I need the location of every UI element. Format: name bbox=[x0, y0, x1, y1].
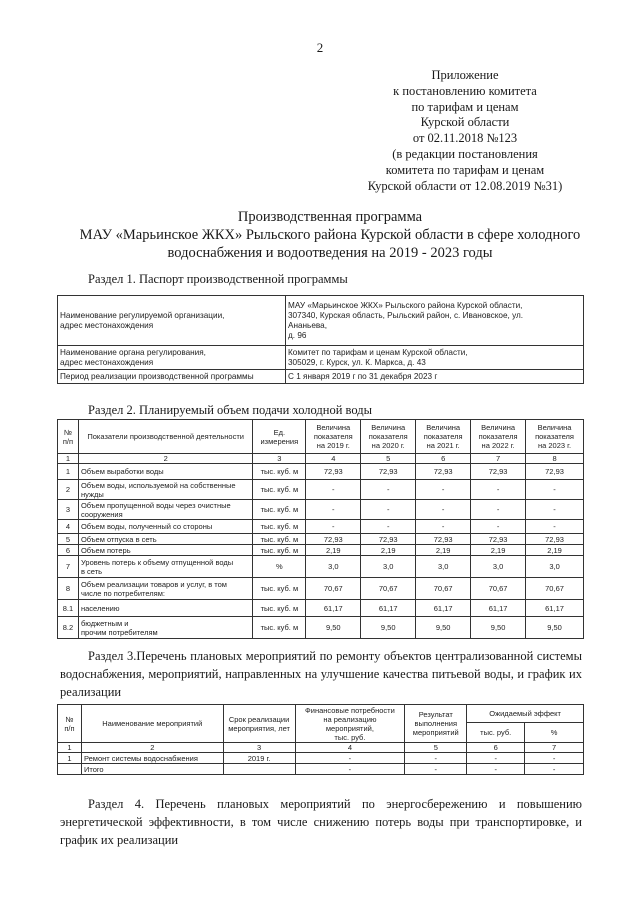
value-cell: 9,50 bbox=[416, 617, 471, 639]
header-cell: Ед. измерения bbox=[253, 420, 306, 454]
header-cell: Величина показателя на 2023 г. bbox=[526, 420, 584, 454]
value-cell: 61,17 bbox=[526, 600, 584, 617]
header-cell: Величина показателя на 2019 г. bbox=[306, 420, 361, 454]
indicator-cell: Объем воды, полученный со стороны bbox=[78, 520, 252, 534]
column-number-cell: 5 bbox=[361, 454, 416, 464]
table-row bbox=[58, 534, 584, 545]
value-cell: - bbox=[416, 480, 471, 500]
column-number-cell: 4 bbox=[306, 454, 361, 464]
header-cell: % bbox=[525, 723, 584, 743]
value-cell: тыс. куб. м bbox=[253, 600, 306, 617]
annex-line: Курской области от 12.08.2019 №31) bbox=[367, 178, 563, 193]
value-cell: 72,93 bbox=[361, 534, 416, 545]
value-cell: тыс. куб. м bbox=[253, 464, 306, 480]
annex-line: (в редакции постановления bbox=[392, 146, 538, 161]
value-cell bbox=[223, 764, 295, 775]
value-cell: 72,93 bbox=[306, 534, 361, 545]
value-cell: - bbox=[306, 500, 361, 520]
title-line: Производственная программа bbox=[237, 209, 423, 225]
annex-line: по тарифам и ценам bbox=[411, 99, 519, 114]
value-cell: тыс. куб. м bbox=[253, 500, 306, 520]
value-cell: - bbox=[467, 753, 525, 764]
value-cell: 9,50 bbox=[471, 617, 526, 639]
header-cell: № п/п bbox=[58, 420, 79, 454]
value-cell: тыс. куб. м bbox=[253, 520, 306, 534]
column-number-cell: 2 bbox=[81, 743, 223, 753]
passport-table bbox=[57, 295, 584, 384]
value-cell: - bbox=[526, 480, 584, 500]
section3-heading: Раздел 3.Перечень плановых мероприятий по ремонту объектов централизованной системы водоснабжения, мероприятий, направленных на улучшение качества питьевой воды, и график их реализации bbox=[60, 649, 582, 699]
header-cell: Величина показателя на 2020 г. bbox=[361, 420, 416, 454]
value-cell: 2 bbox=[58, 480, 79, 500]
value-cell: - bbox=[526, 520, 584, 534]
column-number-cell: 8 bbox=[526, 454, 584, 464]
value-cell: 72,93 bbox=[416, 534, 471, 545]
page-number: 2 bbox=[316, 40, 324, 55]
value-cell: - bbox=[416, 500, 471, 520]
column-number-cell: 7 bbox=[471, 454, 526, 464]
value-cell: 3,0 bbox=[361, 556, 416, 578]
value-cell: 2,19 bbox=[306, 545, 361, 556]
value-cell: тыс. куб. м bbox=[253, 578, 306, 600]
table-header-row bbox=[58, 420, 584, 454]
table-row bbox=[58, 520, 584, 534]
measure-cell: Ремонт системы водоснабжения bbox=[81, 753, 223, 764]
passport-value: С 1 января 2019 г по 31 декабря 2023 г bbox=[286, 370, 584, 384]
indicator-cell: Объем пропущенной воды через очистные сооружения bbox=[78, 500, 252, 520]
header-cell: Величина показателя на 2021 г. bbox=[416, 420, 471, 454]
header-cell: Финансовые потребности на реализацию мероприятий, тыс. руб. bbox=[295, 705, 405, 743]
repair-measures-table bbox=[57, 704, 584, 775]
header-cell: Наименование мероприятий bbox=[81, 705, 223, 743]
value-cell: 2,19 bbox=[416, 545, 471, 556]
water-supply-table bbox=[57, 419, 584, 639]
column-number-cell: 1 bbox=[58, 454, 79, 464]
value-cell: 70,67 bbox=[416, 578, 471, 600]
header-cell: тыс. руб. bbox=[467, 723, 525, 743]
column-number-cell: 2 bbox=[78, 454, 252, 464]
measure-cell: Итого bbox=[81, 764, 223, 775]
table-row bbox=[58, 617, 584, 639]
value-cell: тыс. куб. м bbox=[253, 545, 306, 556]
value-cell: 5 bbox=[58, 534, 79, 545]
value-cell: 70,67 bbox=[361, 578, 416, 600]
passport-label: Наименование органа регулирования, адрес местонахождения bbox=[58, 346, 286, 370]
table-row bbox=[58, 600, 584, 617]
value-cell: 2,19 bbox=[526, 545, 584, 556]
value-cell: 2,19 bbox=[471, 545, 526, 556]
header-cell: Величина показателя на 2022 г. bbox=[471, 420, 526, 454]
header-cell: № п/п bbox=[58, 705, 82, 743]
value-cell: - bbox=[526, 500, 584, 520]
value-cell: 9,50 bbox=[306, 617, 361, 639]
annex-line: от 02.11.2018 №123 bbox=[412, 131, 518, 146]
value-cell: 9,50 bbox=[361, 617, 416, 639]
header-cell: Ожидаемый эффект bbox=[467, 705, 584, 723]
table-row bbox=[58, 545, 584, 556]
value-cell: 72,93 bbox=[471, 464, 526, 480]
indicator-cell: Объем реализации товаров и услуг, в том числе по потребителям: bbox=[78, 578, 252, 600]
column-number-row bbox=[58, 454, 584, 464]
table-row bbox=[58, 464, 584, 480]
value-cell: 7 bbox=[58, 556, 79, 578]
value-cell: 72,93 bbox=[361, 464, 416, 480]
indicator-cell: населению bbox=[78, 600, 252, 617]
value-cell bbox=[58, 764, 82, 775]
column-number-cell: 4 bbox=[295, 743, 405, 753]
indicator-cell: Объем отпуска в сеть bbox=[78, 534, 252, 545]
indicator-cell: Объем выработки воды bbox=[78, 464, 252, 480]
passport-row bbox=[58, 296, 584, 346]
column-number-cell: 6 bbox=[467, 743, 525, 753]
section2-heading: Раздел 2. Планируемый объем подачи холодной воды bbox=[88, 403, 373, 417]
document-title bbox=[40, 208, 620, 262]
value-cell: 61,17 bbox=[361, 600, 416, 617]
indicator-cell: Уровень потерь к объему отпущенной воды в сеть bbox=[78, 556, 252, 578]
column-number-cell: 7 bbox=[525, 743, 584, 753]
table-row bbox=[58, 764, 584, 775]
passport-value: МАУ «Марьинское ЖКХ» Рыльского района Курской области, 307340, Курская область, Рыльский район, с. Ивановское, ул. Ананьева, д. 96 bbox=[286, 296, 584, 346]
column-number-cell: 6 bbox=[416, 454, 471, 464]
value-cell: 61,17 bbox=[416, 600, 471, 617]
value-cell: - bbox=[295, 764, 405, 775]
value-cell: 6 bbox=[58, 545, 79, 556]
indicator-cell: бюджетным и прочим потребителям bbox=[78, 617, 252, 639]
value-cell: - bbox=[306, 480, 361, 500]
value-cell: 3,0 bbox=[471, 556, 526, 578]
value-cell: - bbox=[471, 480, 526, 500]
title-line: водоснабжения и водоотведения на 2019 - 2023 годы bbox=[167, 245, 493, 261]
table-row bbox=[58, 500, 584, 520]
value-cell: - bbox=[361, 500, 416, 520]
column-number-cell: 5 bbox=[405, 743, 467, 753]
value-cell: 72,93 bbox=[526, 534, 584, 545]
value-cell: 61,17 bbox=[471, 600, 526, 617]
value-cell: 70,67 bbox=[526, 578, 584, 600]
section4-heading: Раздел 4. Перечень плановых мероприятий по энергосбережению и повышению энергетической эффективности, в том числе снижению потерь воды при транспортировке, и график их реализации bbox=[60, 797, 582, 847]
value-cell: тыс. куб. м bbox=[253, 480, 306, 500]
value-cell: - bbox=[471, 520, 526, 534]
passport-label: Наименование регулируемой организации, адрес местонахождения bbox=[58, 296, 286, 346]
value-cell: - bbox=[405, 753, 467, 764]
column-number-cell: 3 bbox=[223, 743, 295, 753]
value-cell: - bbox=[405, 764, 467, 775]
value-cell: - bbox=[361, 480, 416, 500]
value-cell: 8 bbox=[58, 578, 79, 600]
value-cell: 1 bbox=[58, 464, 79, 480]
value-cell: 72,93 bbox=[471, 534, 526, 545]
table-row bbox=[58, 578, 584, 600]
section1-heading: Раздел 1. Паспорт производственной программы bbox=[88, 272, 348, 286]
value-cell: - bbox=[471, 500, 526, 520]
value-cell: 9,50 bbox=[526, 617, 584, 639]
value-cell: 1 bbox=[58, 753, 82, 764]
value-cell: 3 bbox=[58, 500, 79, 520]
value-cell: 3,0 bbox=[306, 556, 361, 578]
value-cell: 4 bbox=[58, 520, 79, 534]
value-cell: 2019 г. bbox=[223, 753, 295, 764]
table-row bbox=[58, 556, 584, 578]
value-cell: % bbox=[253, 556, 306, 578]
annex-line: Приложение bbox=[431, 68, 499, 82]
value-cell: - bbox=[416, 520, 471, 534]
column-number-cell: 1 bbox=[58, 743, 82, 753]
header-cell: Показатели производственной деятельности bbox=[78, 420, 252, 454]
value-cell: 3,0 bbox=[416, 556, 471, 578]
annex-line: к постановлению комитета bbox=[393, 83, 537, 98]
column-number-row bbox=[58, 743, 584, 753]
value-cell: тыс. куб. м bbox=[253, 534, 306, 545]
value-cell: 70,67 bbox=[471, 578, 526, 600]
header-cell: Срок реализации мероприятия, лет bbox=[223, 705, 295, 743]
table-row bbox=[58, 480, 584, 500]
passport-value: Комитет по тарифам и ценам Курской области, 305029, г. Курск, ул. К. Маркса, д. 43 bbox=[286, 346, 584, 370]
header-cell: Результат выполнения мероприятий bbox=[405, 705, 467, 743]
passport-row bbox=[58, 370, 584, 384]
value-cell: - bbox=[467, 764, 525, 775]
title-line: МАУ «Марьинское ЖКХ» Рыльского района Курской области в сфере холодного bbox=[79, 227, 581, 243]
passport-row bbox=[58, 346, 584, 370]
value-cell: - bbox=[361, 520, 416, 534]
value-cell: 72,93 bbox=[416, 464, 471, 480]
value-cell: 70,67 bbox=[306, 578, 361, 600]
value-cell: 8.2 bbox=[58, 617, 79, 639]
table-header-row bbox=[58, 705, 584, 723]
value-cell: 72,93 bbox=[526, 464, 584, 480]
passport-label: Период реализации производственной программы bbox=[58, 370, 286, 384]
value-cell: - bbox=[525, 753, 584, 764]
value-cell: 2,19 bbox=[361, 545, 416, 556]
value-cell: - bbox=[306, 520, 361, 534]
value-cell: 8.1 bbox=[58, 600, 79, 617]
annex-line: Курской области bbox=[420, 115, 510, 130]
value-cell: 61,17 bbox=[306, 600, 361, 617]
value-cell: тыс. куб. м bbox=[253, 617, 306, 639]
value-cell: 3,0 bbox=[526, 556, 584, 578]
annex-line: комитета по тарифам и ценам bbox=[385, 162, 545, 177]
value-cell: 72,93 bbox=[306, 464, 361, 480]
indicator-cell: Объем воды, используемой на собственные нужды bbox=[78, 480, 252, 500]
indicator-cell: Объем потерь bbox=[78, 545, 252, 556]
value-cell: - bbox=[295, 753, 405, 764]
table-row bbox=[58, 753, 584, 764]
value-cell: - bbox=[525, 764, 584, 775]
column-number-cell: 3 bbox=[253, 454, 306, 464]
annex-block bbox=[330, 68, 600, 194]
